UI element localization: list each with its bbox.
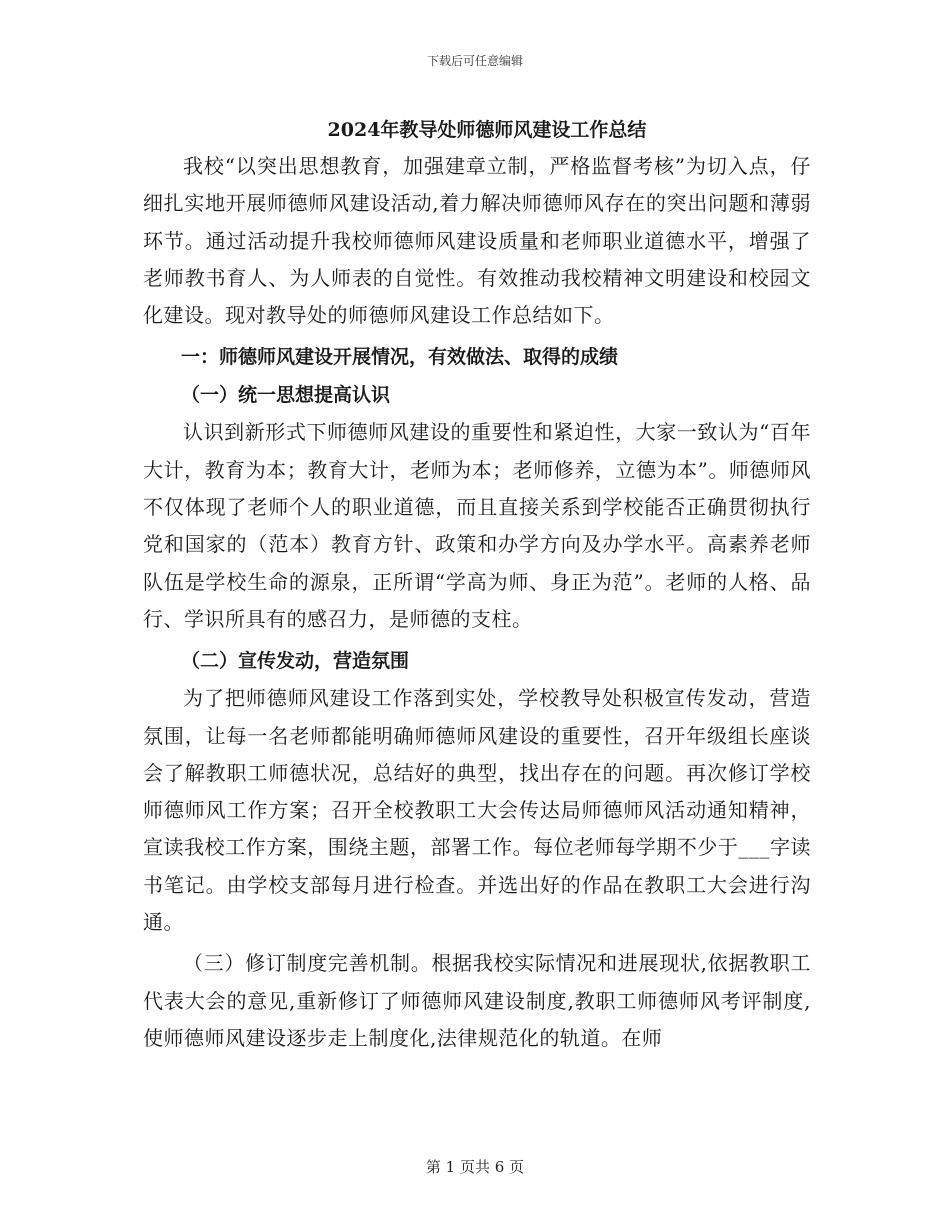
page-footer: 第 1 页共 6 页 (425, 1158, 525, 1176)
subsection1-heading: （一）统一思想提高认识 (181, 384, 391, 407)
subsection2-heading: （二）宣传发动，营造氛围 (181, 650, 410, 673)
header-note: 下载后可任意编辑 (426, 54, 523, 68)
subsection1-paragraph: 认识到新形式下师德师风建设的重要性和紧迫性，大家一致认为“百年大计，教育为本；教育大计，老师为本；老师修养，立德为本”。师德师风不仅体现了老师个人的职业道德，而且直接关系到学校能否正确贯彻执行党和国家的（范本）教育方针、政策和办学方向及办学水平。高素养老师队伍是学校生命的源泉，正所谓“学高为师、身正为范”。老师的人格、品行、学识所具有的感召力，是师德的支柱。 (143, 420, 811, 631)
section1-heading: 一：师德师风建设开展情况，有效做法、取得的成绩 (181, 346, 619, 369)
document-body (143, 112, 811, 1057)
subsection3-paragraph: （三）修订制度完善机制。根据我校实际情况和进展现状,依据教职工代表大会的意见,重新修订了师德师风建设制度,教职工师德师风考评制度,使师德师风建设逐步走上制度化,法律规范化的轨道。在师 (143, 951, 811, 1050)
subsection2-paragraph: 为了把师德师风建设工作落到实处，学校教导处积极宣传发动，营造氛围，让每一名老师都能明确师德师风建设的重要性，召开年级组长座谈会了解教职工师德状况，总结好的典型，找出存在的问题。再次修订学校师德师风工作方案；召开全校教职工大会传达局师德师风活动通知精神，宣读我校工作方案，围绕主题，部署工作。每位老师每学期不少于___字读书笔记。由学校支部每月进行检查。并选出好的作品在教职工大会进行沟通。 (143, 686, 811, 935)
intro-paragraph: 我校“以突出思想教育，加强建章立制，严格监督考核”为切入点，仔细扎实地开展师德师风建设活动,着力解决师德师风存在的突出问题和薄弱环节。通过活动提升我校师德师风建设质量和老师职业道德水平，增强了老师教书育人、为人师表的自觉性。有效推动我校精神文明建设和校园文化建设。现对教导处的师德师风建设工作总结如下。 (143, 154, 811, 328)
document-title: 2024年教导处师德师风建设工作总结 (327, 119, 647, 141)
